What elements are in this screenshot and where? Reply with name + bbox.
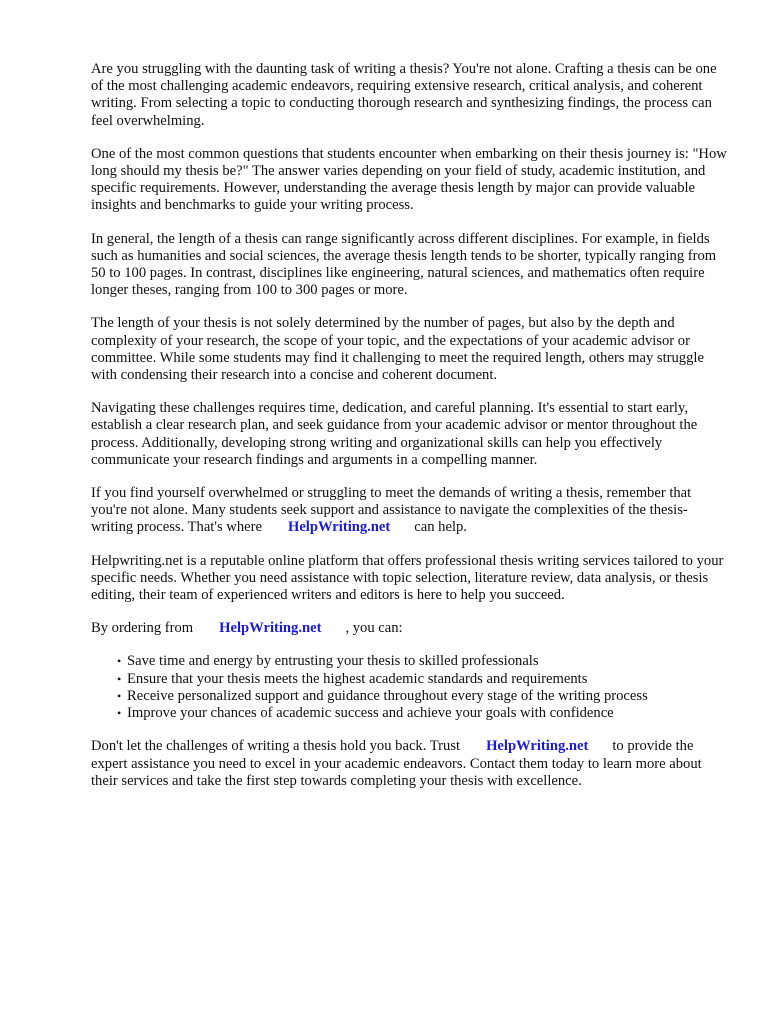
closing-text: Don't let the challenges of writing a thesis hold you back. Trust — [91, 738, 461, 755]
closing-paragraph — [91, 738, 729, 790]
ordering-paragraph — [91, 620, 729, 637]
helpwriting-link-2[interactable]: HelpWriting.net — [219, 620, 322, 637]
ordering-tail: , you can: — [345, 620, 403, 637]
depth-complexity-paragraph: The length of your thesis is not solely determined by the number of pages, but also by the depth and complexity of your research, the scope of your topic, and the expectations of your academic advisor or committee. While some students may find it challenging to meet the required length, others may struggle with condensing their research into a concise and coherent document. — [91, 315, 704, 384]
help-paragraph — [91, 485, 729, 537]
benefits-list — [91, 653, 729, 722]
planning-paragraph: Navigating these challenges requires time, dedication, and careful planning. It's essential to start early, establish a clear research plan, and seek guidance from your academic advisor or mentor throughout the process. Additionally, developing strong writing and organizational skills can help you effectively communicate your research findings and arguments in a compelling manner. — [91, 400, 698, 468]
list-item-text: Improve your chances of academic success and achieve your goals with confidence — [127, 705, 614, 722]
bullet-icon: • — [117, 654, 122, 669]
list-item-text: Save time and energy by entrusting your thesis to skilled professionals — [127, 653, 539, 670]
ordering-text: By ordering from — [91, 620, 194, 637]
helpwriting-link-1[interactable]: HelpWriting.net — [287, 519, 391, 536]
helpwriting-link-3[interactable]: HelpWriting.net — [486, 738, 589, 755]
list-item-text: Ensure that your thesis meets the highest academic standards and requirements — [127, 670, 588, 687]
intro-paragraph: Are you struggling with the daunting task of writing a thesis? You're not alone. Crafting a thesis can be one of the most challenging academic endeavors, requiring extensive research, critical analysis, and coherent writing. From selecting a topic to conducting thorough research and synthesizing findings, the process can feel overwhelming. — [91, 61, 717, 129]
list-item — [117, 671, 729, 688]
help-paragraph-tail: can help. — [414, 519, 467, 536]
discipline-length-paragraph: In general, the length of a thesis can range significantly across different disciplines. For example, in fields such as humanities and social sciences, the average thesis length tends to be shorter, typically ranging from 50 to 100 pages. In contrast, disciplines like engineering, natural sciences, and mathematics often require longer theses, ranging from 100 to 300 pages or more. — [91, 230, 717, 299]
document-page — [91, 61, 729, 806]
list-item — [117, 705, 729, 722]
bullet-icon: • — [117, 706, 122, 721]
platform-paragraph: Helpwriting.net is a reputable online platform that offers professional thesis writing services tailored to your specific needs. Whether you need assistance with topic selection, literature review, data analysis, or thesis editing, their team of experienced writers and editors is here to help you succeed. — [91, 552, 724, 604]
list-item — [117, 688, 729, 705]
bullet-icon: • — [117, 688, 122, 703]
list-item — [117, 653, 729, 670]
help-paragraph-text: If you find yourself overwhelmed or struggling to meet the demands of writing a thesis, remember that you're not alone. Many students seek support and assistance to navigate the complexities of the thesis-writing process. That's where — [91, 485, 692, 536]
list-item-text: Receive personalized support and guidance throughout every stage of the writing process — [127, 687, 648, 704]
length-question-paragraph: One of the most common questions that students encounter when embarking on their thesis journey is: "How long should my thesis be?" The answer varies depending on your field of study, academic institution, and specific requirements. However, understanding the average thesis length by major can provide valuable insights and benchmarks to guide your writing process. — [91, 145, 727, 214]
bullet-icon: • — [117, 671, 122, 686]
closing-tail: to provide the expert assistance you need to excel in your academic endeavors. Contact them today to learn more about their services and take the first step towards completing your thesis with excellence. — [91, 738, 702, 789]
